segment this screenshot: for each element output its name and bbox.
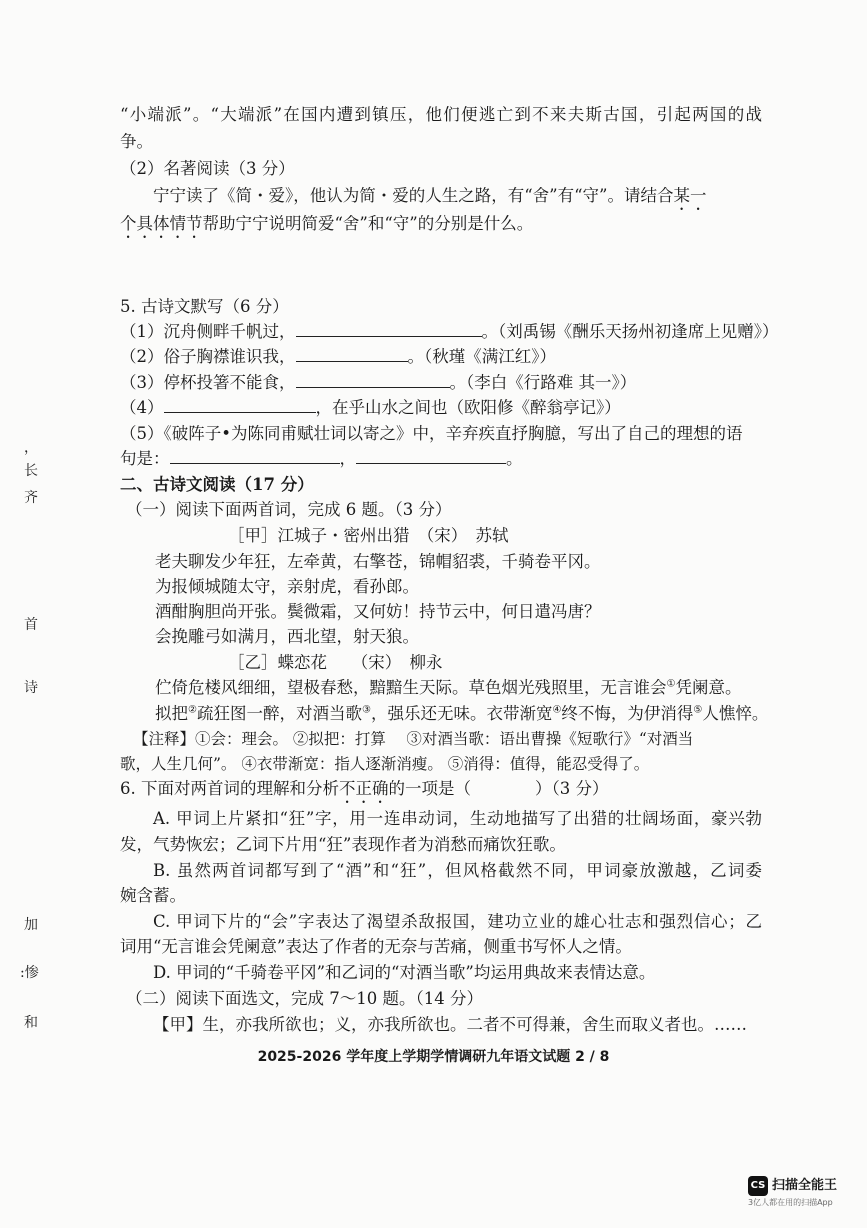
option-c: 词用“无言谁会凭阑意”表达了作者的无奈与苦痛，侧重书写怀人之情。	[120, 937, 632, 956]
margin-char: :惨	[20, 965, 39, 981]
recitation-item: （4） ，在乎山水之间也（欧阳修《醉翁亭记》）	[120, 398, 621, 417]
poem-title: ［甲］江城子・密州出猎 （宋） 苏轼	[228, 526, 509, 545]
answer-blank[interactable]	[296, 322, 482, 337]
option-b: B. 虽然两首词都写到了“酒”和“狂”，但风格截然不同，甲词豪放激越，乙词委	[153, 861, 762, 880]
annotation-note: 【注释】①会：理会。 ②拟把：打算 ③对酒当歌：语出曹操《短歌行》“对酒当	[133, 730, 694, 748]
option-a: 发，气势恢宏；乙词下片用“狂”表现作者为消愁而痛饮狂歌。	[120, 835, 566, 854]
answer-blank[interactable]	[164, 398, 316, 413]
poem-line: 伫倚危楼风细细，望极春愁，黯黯生天际。草色烟光残照里，无言谁会①凭阑意。	[155, 678, 742, 697]
poem-title: ［乙］蝶恋花 （宋） 柳永	[228, 653, 443, 672]
poem-line: 拟把②疏狂图一醉，对酒当歌③，强乐还无味。衣带渐宽④终不悔，为伊消得⑤人憔悴。	[155, 704, 769, 723]
page-footer: 2025-2026 学年度上学期学情调研九年语文试题 2 / 8	[257, 1049, 610, 1065]
margin-char: 首	[24, 617, 38, 633]
poem-line: 为报倾城随太守，亲射虎，看孙郎。	[155, 577, 419, 596]
question-text: 宁宁读了《简・爱》，他认为简・爱的人生之路，有“舍”有“守”。请结合某一	[153, 186, 707, 205]
recitation-item: （5）《破阵子•为陈同甫赋壮词以寄之》中，辛弃疾直抒胸臆，写出了自己的理想的语	[120, 424, 743, 443]
margin-char: 诗	[24, 680, 38, 696]
continued-text-line: 争。	[120, 132, 153, 151]
recitation-item: （3）停杯投箸不能食， 。（李白《行路难 其一》）	[120, 373, 637, 392]
recitation-item: （2）俗子胸襟谁识我， 。（秋瑾《满江红》）	[120, 347, 556, 366]
question-text: 个具体情节帮助宁宁说明简爱“舍”和“守”的分别是什么。	[120, 214, 534, 233]
margin-char: 齐	[24, 490, 38, 506]
camscanner-logo-icon: CS	[748, 1176, 768, 1196]
poem-line: 酒酣胸胆尚开张。鬓微霜，又何妨！持节云中，何日遣冯唐？	[155, 602, 601, 621]
recitation-item: 句是： ， 。	[120, 449, 523, 468]
answer-blank[interactable]	[296, 347, 408, 362]
question-heading: （2）名著阅读（3 分）	[120, 159, 295, 178]
section-heading: 二、古诗文阅读（17 分）	[120, 475, 314, 494]
margin-char: 长	[24, 463, 38, 479]
question-heading: 5. 古诗文默写（6 分）	[120, 297, 289, 316]
answer-blank[interactable]	[356, 449, 506, 464]
watermark-tagline: 3亿人都在用的扫描App	[748, 1198, 833, 1207]
question-stem: 6. 下面对两首词的理解和分析不正确的一项是（ ）（3 分）	[120, 779, 609, 798]
answer-blank[interactable]	[296, 373, 450, 388]
prose-line: 【甲】生，亦我所欲也；义，亦我所欲也。二者不可得兼，舍生而取义者也。……	[153, 1015, 747, 1034]
poem-line: 老夫聊发少年狂，左牵黄，右擎苍，锦帽貂裘，千骑卷平冈。	[155, 552, 601, 571]
option-a: A. 甲词上片紧扣“狂”字，用一连串动词，生动地描写了出猎的壮阔场面，豪兴勃	[153, 809, 762, 828]
option-d: D. 甲词的“千骑卷平冈”和乙词的“对酒当歌”均运用典故来表情达意。	[153, 963, 656, 982]
annotation-note: 歌，人生几何”。 ④衣带渐宽：指人逐渐消瘦。 ⑤消得：值得，能忍受得了。	[120, 755, 650, 773]
margin-char: ，	[24, 440, 38, 456]
margin-char: 和	[24, 1015, 38, 1031]
recitation-item: （1）沉舟侧畔千帆过， 。（刘禹锡《酬乐天扬州初逢席上见赠》）	[120, 322, 779, 341]
option-b: 婉含蓄。	[120, 886, 186, 905]
option-c: C. 甲词下片的“会”字表达了渴望杀敌报国，建功立业的雄心壮志和强烈信心；乙	[153, 912, 762, 931]
poem-line: 会挽雕弓如满月，西北望，射天狼。	[155, 627, 419, 646]
answer-blank[interactable]	[170, 449, 340, 464]
continued-text-line: “小端派”。“大端派”在国内遭到镇压，他们便逃亡到不来夫斯古国，引起两国的战	[120, 105, 762, 124]
part-heading: （一）阅读下面两首词，完成 6 题。（3 分）	[126, 500, 452, 519]
margin-char: 加	[24, 917, 38, 933]
part-heading: （二）阅读下面选文，完成 7～10 题。（14 分）	[126, 989, 483, 1008]
watermark-name: 扫描全能王	[772, 1178, 838, 1193]
